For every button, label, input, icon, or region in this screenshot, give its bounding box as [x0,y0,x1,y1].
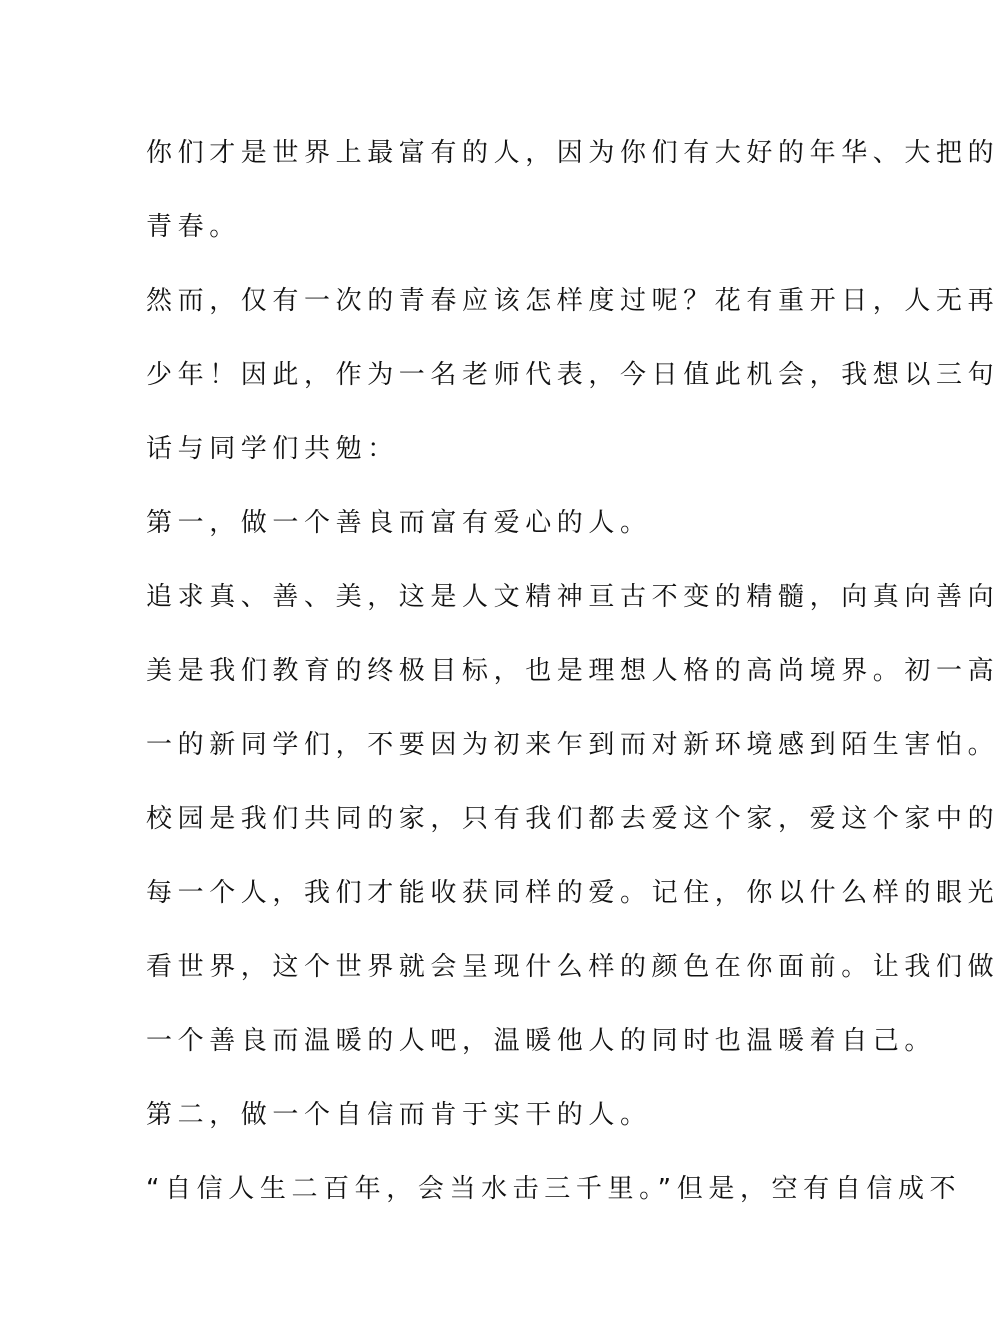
text-line: 校园是我们共同的家，只有我们都去爱这个家，爱这个家中的 [146,804,999,834]
text-line: 你们才是世界上最富有的人，因为你们有大好的年华、大把的 [146,138,999,168]
text-line: 第二，做一个自信而肯于实干的人。 [146,1100,652,1130]
text-line: 青春。 [146,212,241,242]
text-line: 然而，仅有一次的青春应该怎样度过呢？花有重开日，人无再 [146,286,999,316]
text-line: 追求真、善、美，这是人文精神亘古不变的精髓，向真向善向 [146,582,999,612]
text-line: 一的新同学们，不要因为初来乍到而对新环境感到陌生害怕。 [146,730,999,760]
text-line: 少年！因此，作为一名老师代表，今日值此机会，我想以三句 [146,360,999,390]
text-line: 美是我们教育的终极目标，也是理想人格的高尚境界。初一高 [146,656,999,686]
text-line: “自信人生二百年，会当水击三千里。”但是，空有自信成不 [146,1174,962,1204]
text-line: 一个善良而温暖的人吧，温暖他人的同时也温暖着自己。 [146,1026,937,1056]
text-line: 看世界，这个世界就会呈现什么样的颜色在你面前。让我们做 [146,952,999,982]
text-line: 第一，做一个善良而富有爱心的人。 [146,508,652,538]
text-line: 话与同学们共勉： [146,434,399,464]
text-line: 每一个人，我们才能收获同样的爱。记住，你以什么样的眼光 [146,878,999,908]
